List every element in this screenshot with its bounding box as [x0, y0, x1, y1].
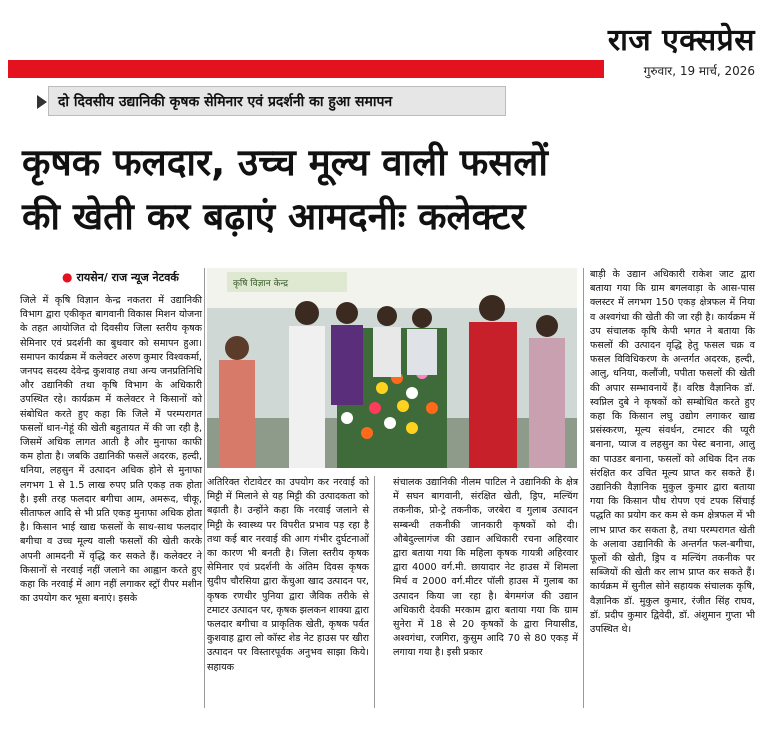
article-column-1: जिले में कृषि विज्ञान केन्द्र नकतरा में उद्यानिकी विभाग द्वारा एकीकृत बागवानी विकास मिशन योजना के तहत आयोजित दो दिवसीय जिला स्तरीय कृषक सेमिनार एवं प्रदर्शनी का बुधवार को समापन हुआ। समापन कार्यक्रम में कलेक्टर अरुण कुमार विश्वकर्मा, जनपद सदस्य देवेन्द्र कुशवाह तथा अन्य जनप्रतिनिधि और उद्यानिकी तथा कृषि विभाग के अधिकारी उपस्थित रहे। कार्यक्रम में कलेक्टर ने किसानों को संबोधित करते हुए कहा कि जिले में परम्परागत फसलों धान-गेहूं की खेती बहुतायत में की जा रही है, जिसमें अधिक लागत आती है और मुनाफा काफी कम होता है। जबकि उद्यानिकी फसलें अदरक, हल्दी, धनिया, लहसुन में उत्पादन अधिक होने से मुनाफा लगभग 1 से 1.5 लाख रुपए प्रति एकड़ तक होता है। इसी तरह फलदार बगीचा आम, अमरूद, चीकू, सीताफल आदि से भी प्रति एकड़ मुनाफा अधिक होता है। किसान भाई खाद्य फसलों के साथ-साथ फलदार बगीचा व उच्च मूल्य वाली फसलों की खेती करके अपनी आमदनी में वृद्धि कर सकते हैं। कलेक्टर ने किसानों से नरवाई नहीं जलाने का आह्वान करते हुए कहा कि नरवाई में आग नहीं लगाकर स्ट्रॉ रीपर मशीन का उपयोग कर भूसा बनाएं। इसके [20, 295, 202, 605]
article-column-3: संचालक उद्यानिकी नीलम पाटिल ने उद्यानिकी के क्षेत्र में सघन बागवानी, संरक्षित खेती, ड्रिप, मल्चिंग तकनीक, प्रो-ट्रे तकनीक, जरबेरा व गुलाब उत्पादन सम्बन्धी तकनीकी जानकारी कृषकों को दी। औबेदुल्लागंज की उद्यान अधिकारी रचना अहिरवार द्वारा बताया गया कि महिला कृषक गायत्री अहिरवार द्वारा 4000 वर्ग.मी. छायादार नेट हाउस में शिमला मिर्च व 2000 वर्ग.मीटर पॉली हाउस में गुलाब का उत्पादन किया जा रहा है। बेगमगंज की उद्यान अधिकारी देवकी मरकाम द्वारा बताया गया कि ग्राम सुनेरा में 18 से 20 कृषकों के द्वारा नियासीड, अश्वगंधा, रजगिरा, कुसुम आदि 70 से 80 एकड़ में लगाया गया है। इसी प्रकार [393, 477, 578, 659]
issue-date: गुरुवार, 19 मार्च, 2026 [643, 64, 755, 78]
masthead-red-bar [8, 60, 604, 78]
newspaper-masthead: राज एक्सप्रेस [607, 23, 755, 58]
article-column-2: अतिरिक्त रोटावेटर का उपयोग कर नरवाई को मिट्टी में मिलाने से यह मिट्टी की उत्पादकता को बढ़ाती है। उन्होंने कहा कि नरवाई जलाने से मिट्टी के स्वास्थ्य पर विपरीत प्रभाव पड़ रहा है तथा कई बार नरवाई की आग गंभीर दुर्घटनाओं का कारण भी बनती है। जिला स्तरीय कृषक सेमिनार एवं प्रदर्शनी के अंतिम दिवस कृषक सुदीप चौरसिया द्वारा केंचुआ खाद उत्पादन पर, कृषक रणधीर पुनिया द्वारा जैविक तरीके से टमाटर उत्पादन पर, कृषक झलकन शाक्या द्वारा फलदार बगीचा व प्राकृतिक खेती, कृषक पर्वत कुशवाह द्वारा लो कॉस्ट शेड नेट हाउस पर खीरा उत्पादन पर विस्तारपूर्वक अनुभव साझा किये। सहायक [207, 477, 369, 673]
main-headline [22, 136, 752, 244]
article-column-4: बाड़ी के उद्यान अधिकारी राकेश जाट द्वारा बताया गया कि ग्राम बगलवाड़ा के आस-पास क्लस्टर में लगभग 150 एकड़ क्षेत्रफल में निया व अश्वगंधा की खेती की जा रही है। कार्यक्रम में उप संचालक कृषि केपी भगत ने बताया कि फसलों की उत्पादन वृद्धि हेतु फसल चक्र व फसल विविधिकरण के अन्तर्गत अदरक, हल्दी, आलु, धनिया, कलौंजी, पपीता फसलों की खेती की अपार सम्भावनायें हैं। वरिष्ठ वैज्ञानिक डॉ. स्वप्निल दुबे ने कृषकों को सम्बोधित करते हुए कहा कि किसान लघु उद्योग लगाकर खाद्य प्रसंस्करण, मूल्य संवर्धन, टमाटर की प्यूरी बनाना, प्याज व लहसुन का पेस्ट बनाना, आलु का पाउडर बनाना, फसलों को अधिक दिन तक संरक्षित कर उचित मूल्य प्राप्त कर सकते हैं। उद्यानिकी वैज्ञानिक मुकुल कुमार द्वारा बताया गया कि किसान पौध रोपण एवं टपक सिंचाई पद्धति का प्रयोग कर कम से कम क्षेत्रफल में भी लाभ प्राप्त कर सकता है, तथा परम्परागत खेती के अलावा उद्यानिकी के अन्तर्गत फल-बगीचा, फूलों की खेती, ड्रिप व मल्चिंग तकनीक पर सब्जियों की खेती कर लाभ प्राप्त कर सकते हैं। कार्यक्रम में सुनील सोने सहायक संचालक कृषि, वैज्ञानिक डॉ. मुकुल कुमार, रंजीत सिंह राघव, डॉ. प्रदीप कुमार द्विवेदी, डॉ. अंशुमान गुप्ता भी उपस्थित थे। [590, 269, 755, 636]
column-divider [583, 268, 584, 708]
headline-line-1: कृषक फलदार, उच्च मूल्य वाली फसलों [22, 141, 548, 184]
kicker-arrow-icon [37, 95, 47, 109]
photo-banner-text: कृषि विज्ञान केन्द्र [233, 279, 289, 289]
bullet-icon: ● [62, 270, 73, 284]
byline [62, 270, 179, 285]
event-photo [207, 268, 577, 468]
kicker-headline: दो दिवसीय उद्यानिकी कृषक सेमिनार एवं प्रदर्शनी का हुआ समापन [58, 94, 393, 110]
headline-line-2: की खेती कर बढ़ाएं आमदनीः कलेक्टर [22, 195, 526, 238]
column-divider [204, 268, 205, 708]
column-divider [374, 476, 375, 708]
byline-text: रायसेन/ राज न्यूज नेटवर्क [76, 271, 179, 284]
